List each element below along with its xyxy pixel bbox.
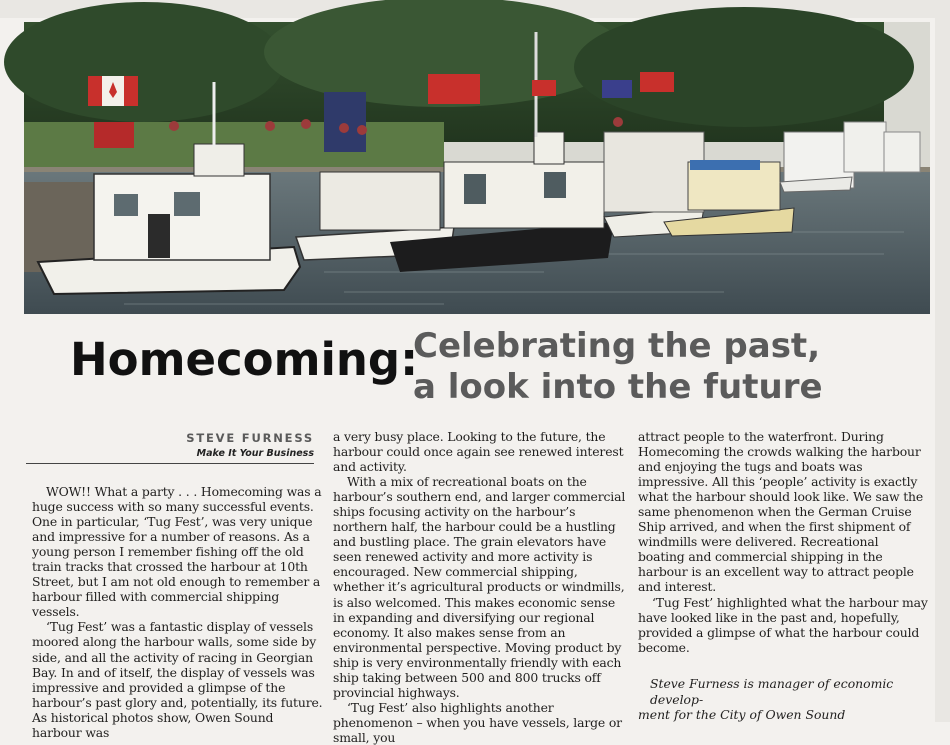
paragraph: ‘Tug Fest’ highlighted what the harbour may have looked like in the past and, hopefully, provided a glimpse of what the harbour could become. bbox=[638, 594, 928, 655]
byline bbox=[26, 431, 314, 464]
paragraph: With a mix of recreational boats on the harbour’s southern end, and larger commercial ships focusing activity on the harbour’s northern half, the harbour could be a hustling and bustling place. The grain elevators have seen renewed activity and more activity is encouraged. New commercial shipping, whether it’s agricultural products or windmills, is also welcomed. This makes economic sense in expanding and diversifying our regional economy. It also makes sense from an environmental perspective. Moving product by ship is very environmentally friendly with each ship taking between 500 and 800 trucks off provincial highways. bbox=[333, 474, 626, 700]
author-credit-line2: ment for the City of Owen Sound bbox=[638, 707, 846, 722]
headline-main: Homecoming: bbox=[70, 333, 419, 386]
article-column-2 bbox=[333, 429, 627, 745]
page-right-margin bbox=[935, 0, 950, 722]
headline-sub bbox=[413, 326, 823, 408]
author-credit-line1: Steve Furness is manager of economic develop- bbox=[650, 676, 894, 707]
article-column-3 bbox=[638, 429, 928, 655]
paragraph: a very busy place. Looking to the future, the harbour could once again see renewed interest and activity. bbox=[333, 429, 624, 475]
paragraph: attract people to the waterfront. During Homecoming the crowds walking the harbour and enjoying the tugs and boats was impressive. All this ‘people’ activity is exactly what the harbour should look like. We saw the same phenomenon when the German Cruise Ship arrived, and when the first shipment of windmills were delivered. Recreational boating and commercial shipping in the harbour is an excellent way to attract people and interest. bbox=[638, 429, 924, 595]
byline-rule bbox=[26, 463, 314, 464]
author-credit bbox=[638, 676, 928, 723]
byline-author: STEVE FURNESS bbox=[186, 431, 314, 445]
headline-sub-line2: a look into the future bbox=[413, 367, 823, 407]
paragraph: ‘Tug Fest’ also highlights another phenomenon – when you have vessels, large or small, you bbox=[333, 699, 622, 745]
byline-column-name: Make It Your Business bbox=[196, 448, 314, 459]
headline-sub-line1: Celebrating the past, bbox=[413, 326, 821, 366]
paragraph: ‘Tug Fest’ was a fantastic display of vessels moored along the harbour walls, some side by side, and all the activity of racing in Georgian Bay. In and of itself, the display of vessels was impressive and provided a glimpse of the harbour’s past glory and, potentially, its future. As historical photos show, Owen Sound harbour was bbox=[32, 619, 323, 740]
article-column-1 bbox=[32, 484, 324, 740]
paragraph: WOW!! What a party . . . Homecoming was a huge success with so many successful events. One in particular, ‘Tug Fest’, was very unique and impressive for a number of reasons. As a young person I remember fishing off the old train tracks that crossed the harbour at 10th Street, but I am not old enough to remember a harbour filled with commercial shipping vessels. bbox=[32, 484, 322, 620]
harbour-boats-photo bbox=[24, 22, 930, 314]
